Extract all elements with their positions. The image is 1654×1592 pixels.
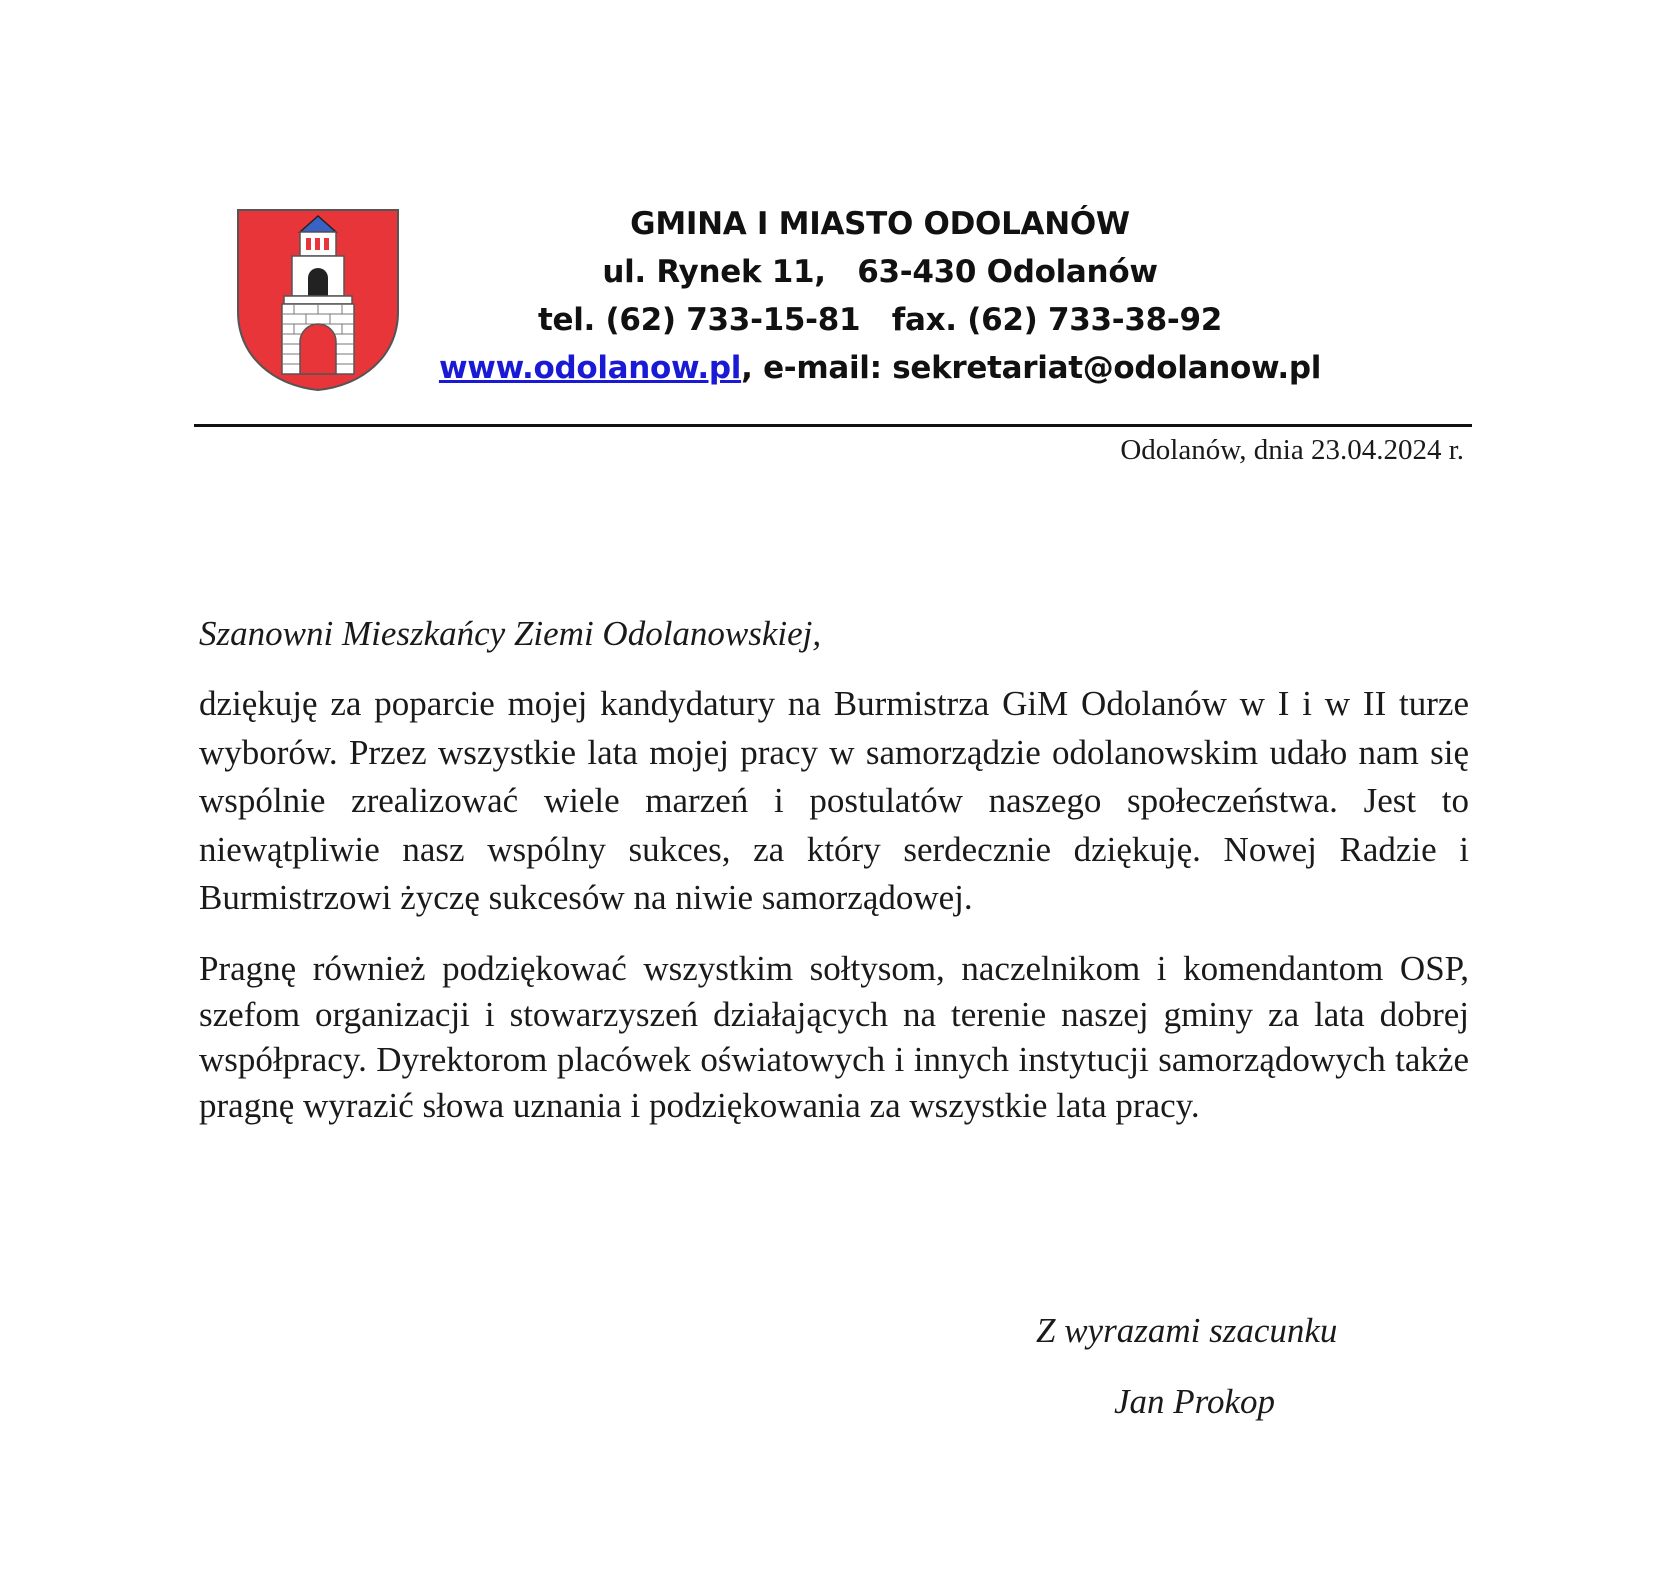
letterhead — [410, 200, 1350, 392]
paragraph-2: Pragnę również podziękować wszystkim sołtysom, naczelnikom i komendantom OSP, szefom organizacji i stowarzyszeń działających na terenie naszej gminy za lata dobrej współpracy. Dyrektorom placówek oświatowych i innych instytucji samorządowych także pragnę wyrazić słowa uznania i podziękowania za wszystkie lata pracy. — [199, 949, 1469, 1125]
email-text: , e-mail: sekretariat@odolanow.pl — [741, 350, 1322, 386]
closing-phrase: Z wyrazami szacunku — [1036, 1311, 1338, 1350]
letter-date: Odolanów, dnia 23.04.2024 r. — [1120, 434, 1464, 466]
coat-of-arms-tower-icon — [236, 208, 400, 392]
paragraph-1: dziękuję za poparcie mojej kandydatury na Burmistrza GiM Odolanów w I i w II turze wyborów. Przez wszystkie lata mojej pracy w samorządzie odolanowskim udało nam się wspólnie zrealizować wiele marzeń i postulatów naszego społeczeństwa. Jest to niewątpliwie nasz wspólny sukces, za który serdecznie dziękuję. Nowej Radzie i Burmistrzowi życzę sukcesów na niwie samorządowej. — [199, 684, 1469, 917]
org-phones: tel. (62) 733-15-81 fax. (62) 733-38-92 — [537, 302, 1223, 338]
header-divider — [194, 424, 1472, 427]
org-contact — [410, 344, 1350, 392]
org-address: ul. Rynek 11, 63-430 Odolanów — [602, 254, 1158, 290]
salutation: Szanowni Mieszkańcy Ziemi Odolanowskiej, — [199, 614, 822, 653]
signature-name: Jan Prokop — [1114, 1382, 1276, 1421]
org-name: GMINA I MIASTO ODOLANÓW — [630, 206, 1130, 242]
website-link[interactable]: www.odolanow.pl — [438, 350, 742, 386]
